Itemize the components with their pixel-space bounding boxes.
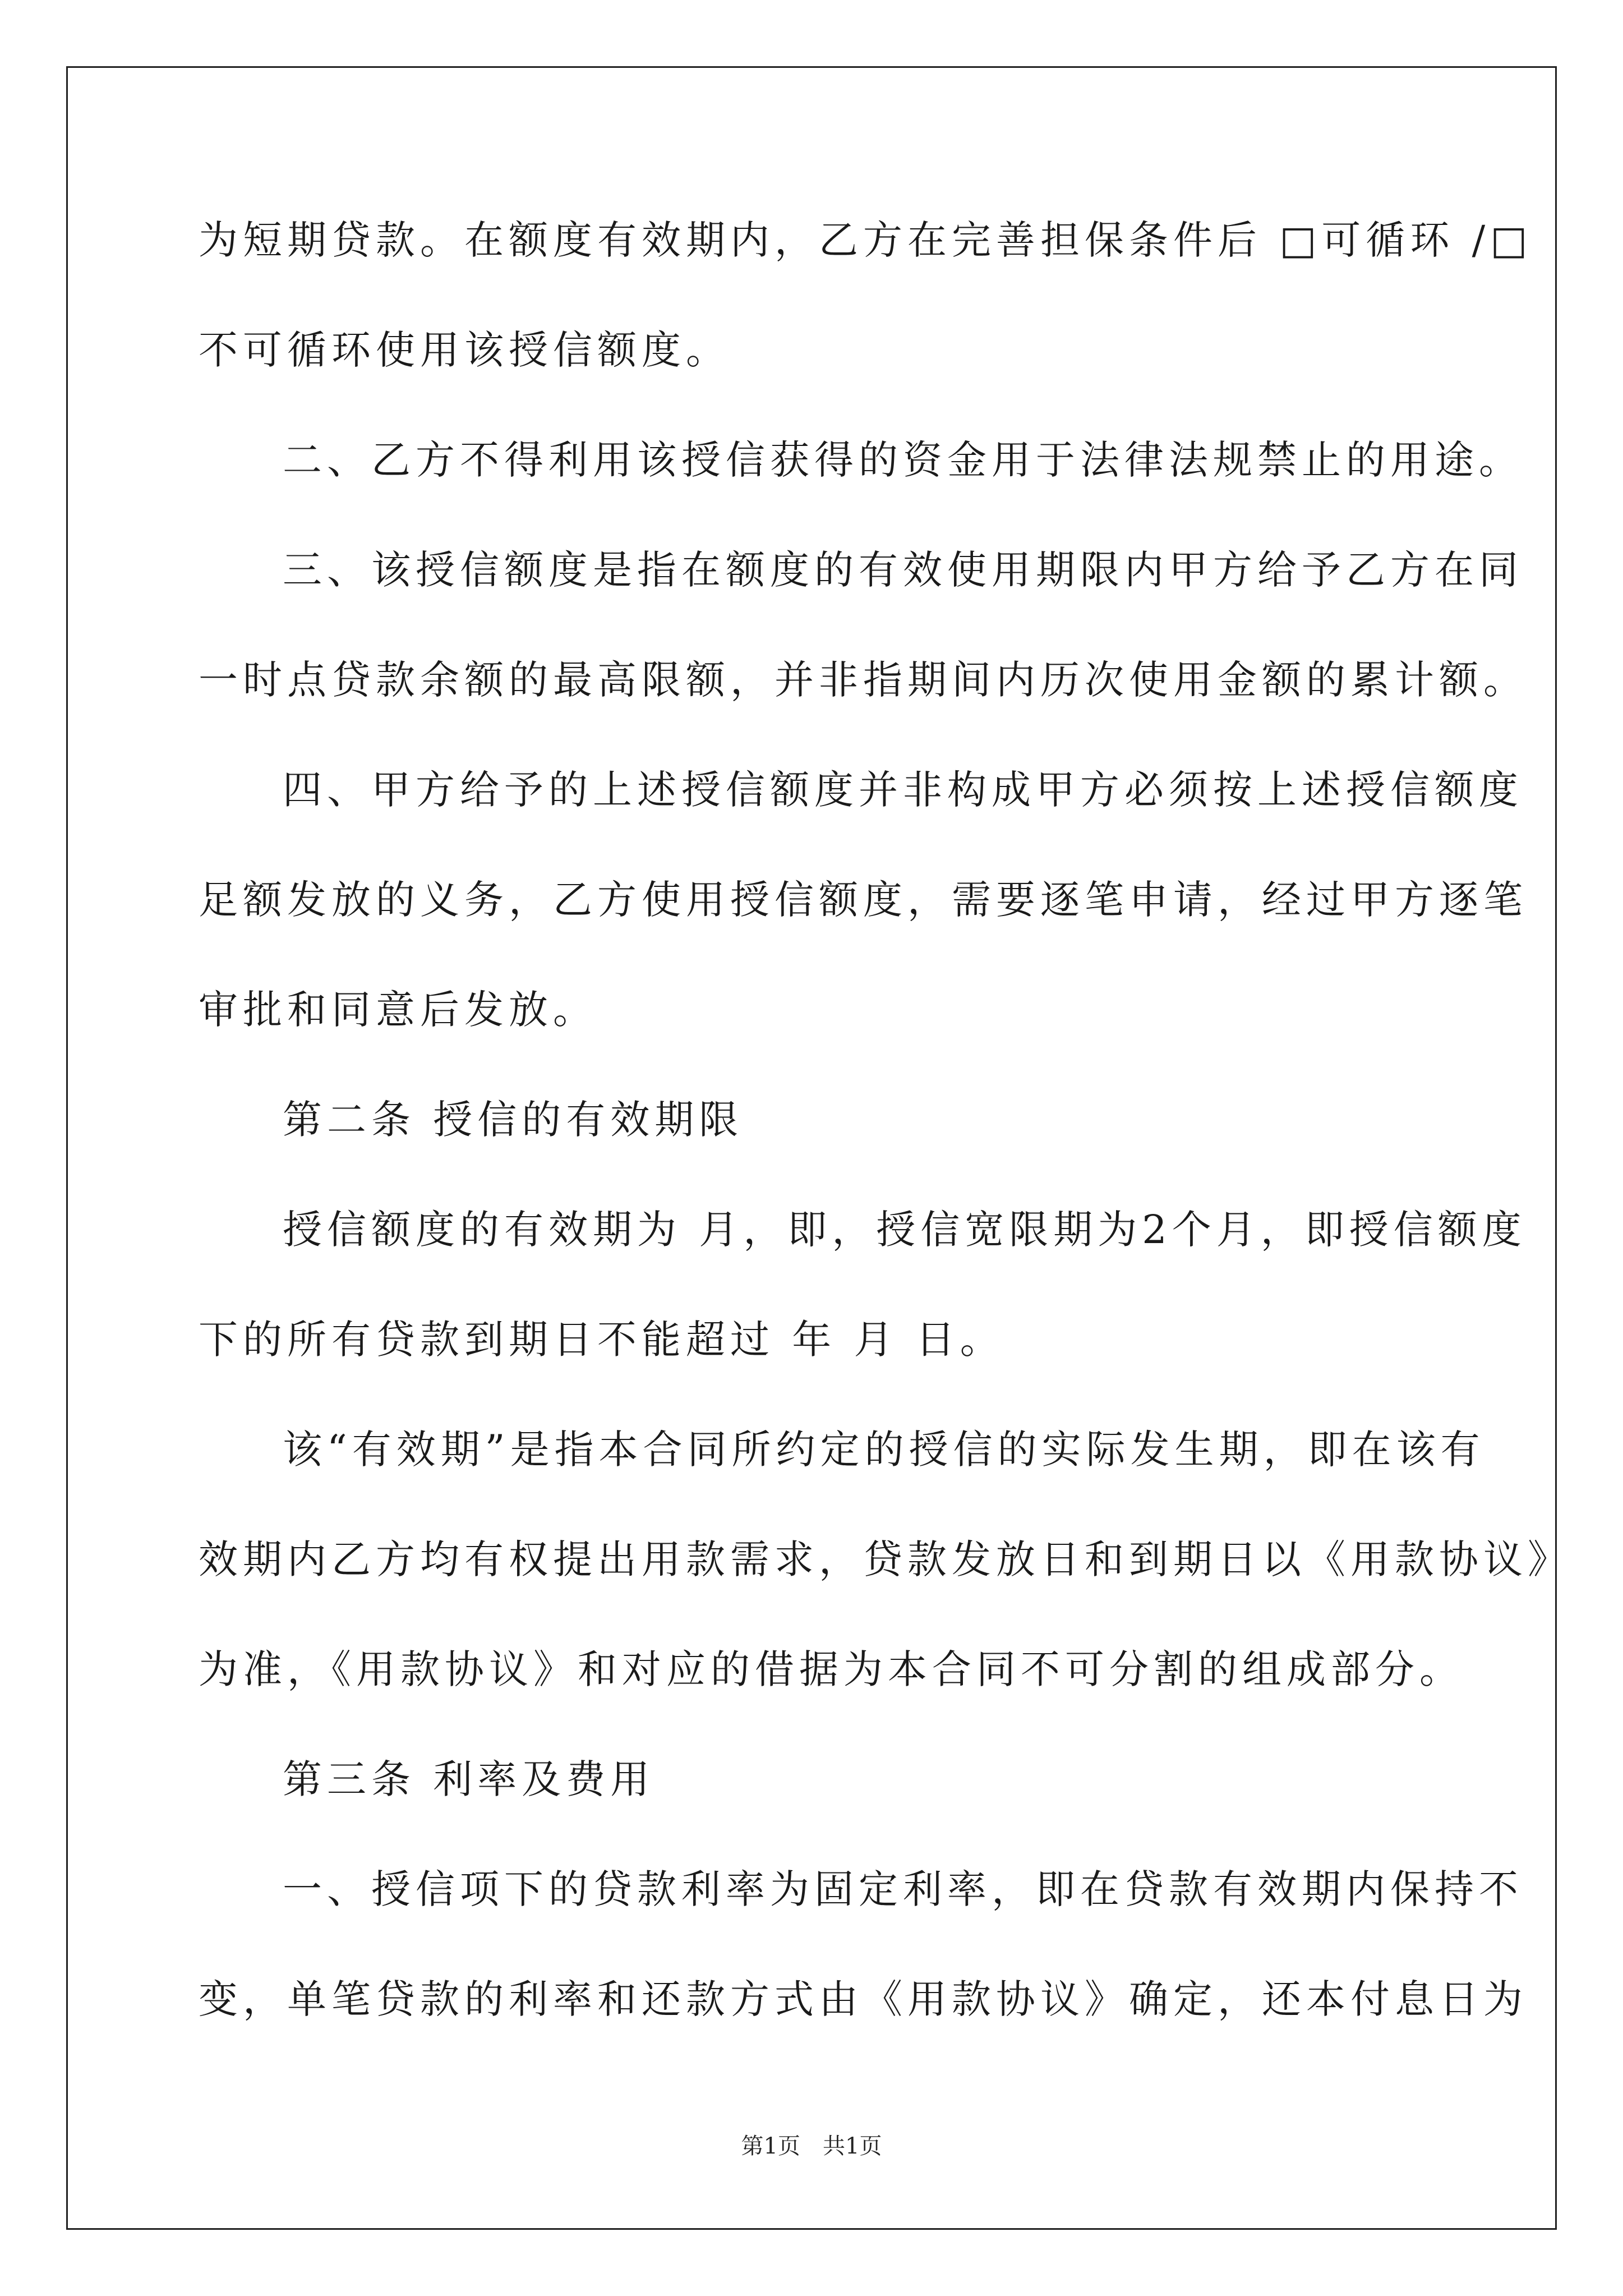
text-line: 足额发放的义务，乙方使用授信额度，需要逐笔申请，经过甲方逐笔 — [199, 877, 1528, 923]
paragraph-line: 三、该授信额度是指在额度的有效使用期限内甲方给予乙方在同 — [283, 547, 1523, 593]
paragraph-line: 一、授信项下的贷款利率为固定利率，即在贷款有效期内保持不 — [283, 1866, 1523, 1912]
section-heading: 第三条 利率及费用 — [283, 1756, 655, 1802]
text-line: 审批和同意后发放。 — [199, 987, 597, 1033]
paragraph-line: 二、乙方不得利用该授信获得的资金用于法律法规禁止的用途。 — [283, 437, 1523, 483]
text-line: 效期内乙方均有权提出用款需求，贷款发放日和到期日以《用款协议》 — [199, 1536, 1572, 1582]
text-line: 不可循环使用该授信额度。 — [199, 327, 730, 373]
text-line: 变，单笔贷款的利率和还款方式由《用款协议》确定，还本付息日为 — [199, 1976, 1528, 2022]
section-heading: 第二条 授信的有效期限 — [283, 1097, 744, 1143]
text-line: 下的所有贷款到期日不能超过 年 月 日。 — [199, 1317, 1004, 1363]
paragraph-line: 四、甲方给予的上述授信额度并非构成甲方必须按上述授信额度 — [283, 767, 1523, 813]
text-line: 一时点贷款余额的最高限额，并非指期间内历次使用金额的累计额。 — [199, 657, 1528, 703]
text-line: 为准，《用款协议》和对应的借据为本合同不可分割的组成部分。 — [199, 1646, 1464, 1692]
paragraph-line: 该“有效期”是指本合同所约定的授信的实际发生期，即在该有 — [283, 1427, 1485, 1473]
text-line: 为短期贷款。在额度有效期内，乙方在完善担保条件后 □可循环 /□ — [199, 217, 1533, 263]
paragraph-line: 授信额度的有效期为 月，即，授信宽限期为2个月，即授信额度 — [283, 1207, 1527, 1253]
page-footer: 第1页 共1页 — [741, 2133, 882, 2159]
document-body — [199, 185, 1572, 2054]
